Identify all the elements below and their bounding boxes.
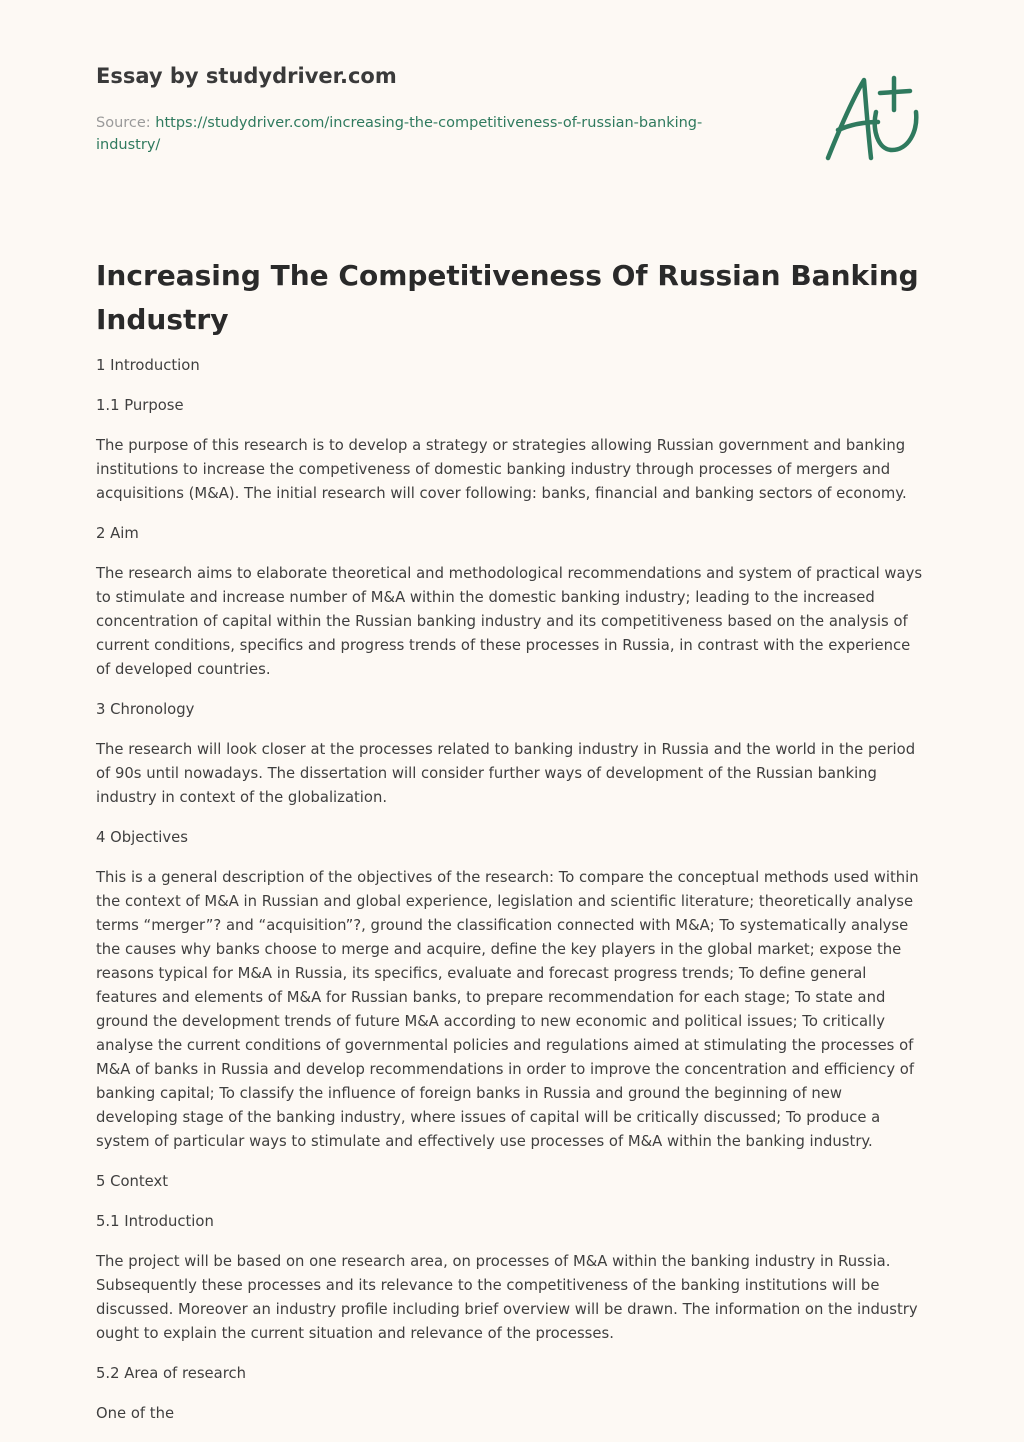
essay-title: Increasing The Competitiveness Of Russian Banking Industry — [96, 259, 919, 336]
source-link[interactable]: https://studydriver.com/increasing-the-competitiveness-of-russian-banking-industry/ — [96, 115, 703, 153]
paragraph: The research will look closer at the processes related to banking industry in Russia and the world in the period of 90s until nowadays. The dissertation will consider further ways of development of the Russian banking industry in context of the globalization. — [96, 741, 916, 806]
site-brand: Essay by studydriver.com — [96, 64, 397, 88]
section-heading: 5.1 Introduction — [96, 1213, 214, 1230]
section-heading: 4 Objectives — [96, 829, 188, 846]
paragraph: The research aims to elaborate theoretical and methodological recommendations and system of practical ways to stimulate and increase number of M&A within the domestic banking industry; leading to the increased concentration of capital within the Russian banking industry and its competitiveness based on the analysis of current conditions, specifics and progress trends of these processes in Russia, in contrast with the experience of developed countries. — [96, 565, 923, 678]
section-heading: 1 Introduction — [96, 357, 200, 374]
essay-body — [96, 354, 928, 1442]
paragraph: The project will be based on one research area, on processes of M&A within the banking industry in Russia. Subsequently these processes and its relevance to the competitiveness of the banking institutions will be discussed. Moreover an industry profile including brief overview will be drawn. The information on the industry ought to explain the current situation and relevance of the processes. — [96, 1253, 918, 1342]
section-heading: 5 Context — [96, 1173, 169, 1190]
paragraph: The purpose of this research is to develop a strategy or strategies allowing Russian government and banking institutions to increase the competiveness of domestic banking industry through processes of mergers and acquisitions (M&A). The initial research will cover following: banks, financial and banking sectors of economy. — [96, 437, 907, 502]
a-plus-logo-icon — [818, 66, 930, 166]
paragraph: This is a general description of the objectives of the research: To compare the conceptual methods used within the context of M&A in Russian and global experience, legislation and scientific literature; theoretically analyse terms “merger”? and “acquisition”?, ground the classification connected with M&A; To systematically analyse the causes why banks choose to merge and acquire, define the key players in the global market; expose the reasons typical for M&A in Russia, its specifics, evaluate and forecast progress trends; To define general features and elements of M&A for Russian banks, to prepare recommendation for each stage; To state and ground the development trends of future M&A according to new economic and political issues; To critically analyse the current conditions of governmental policies and regulations aimed at stimulating the processes of M&A of banks in Russia and develop recommendations in order to improve the concentration and efficiency of banking capital; To classify the influence of foreign banks in Russia and ground the beginning of new developing stage of the banking industry, where issues of capital will be critically discussed; To produce a system of particular ways to stimulate and effectively use processes of M&A within the banking industry. — [96, 869, 919, 1150]
section-heading: 1.1 Purpose — [96, 397, 184, 414]
section-heading: 2 Aim — [96, 525, 139, 542]
source-line — [96, 112, 736, 156]
source-label: Source: — [96, 115, 151, 131]
paragraph: One of the — [96, 1405, 175, 1422]
section-heading: 5.2 Area of research — [96, 1365, 246, 1382]
section-heading: 3 Chronology — [96, 701, 195, 718]
